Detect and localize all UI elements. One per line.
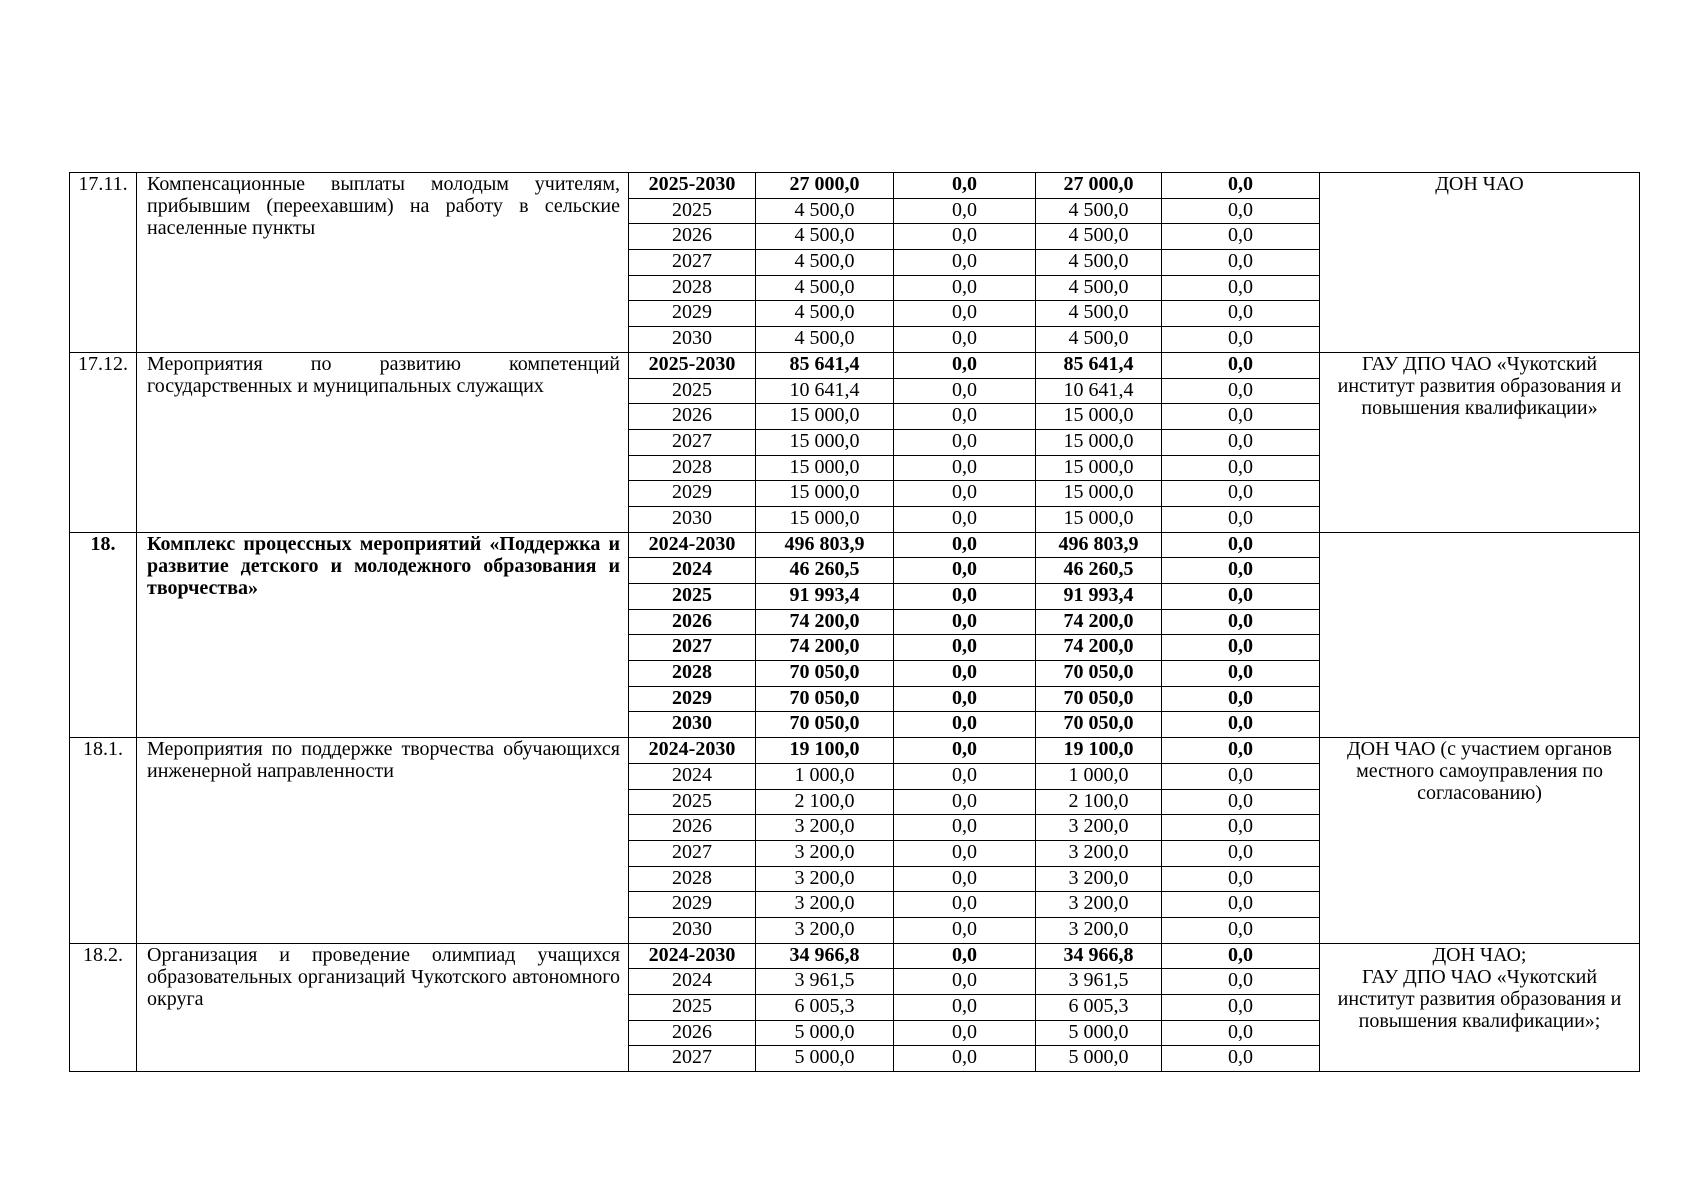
other-cell: 0,0 [1162, 1046, 1320, 1072]
regional-cell: 74 200,0 [1036, 609, 1162, 635]
federal-cell: 0,0 [894, 995, 1036, 1021]
other-cell: 0,0 [1162, 789, 1320, 815]
other-cell: 0,0 [1162, 429, 1320, 455]
other-cell: 0,0 [1162, 532, 1320, 558]
total-cell: 1 000,0 [756, 763, 894, 789]
federal-cell: 0,0 [894, 686, 1036, 712]
table-row [70, 352, 1640, 378]
other-cell: 0,0 [1162, 763, 1320, 789]
regional-cell: 3 200,0 [1036, 917, 1162, 943]
regional-cell: 85 641,4 [1036, 352, 1162, 378]
other-cell: 0,0 [1162, 661, 1320, 687]
item-number: 17.11. [70, 173, 137, 353]
period-cell: 2029 [629, 892, 756, 918]
regional-cell: 3 200,0 [1036, 892, 1162, 918]
total-cell: 3 200,0 [756, 840, 894, 866]
period-cell: 2025 [629, 789, 756, 815]
total-cell: 3 200,0 [756, 917, 894, 943]
federal-cell: 0,0 [894, 173, 1036, 199]
regional-cell: 4 500,0 [1036, 327, 1162, 353]
federal-cell: 0,0 [894, 969, 1036, 995]
regional-cell: 496 803,9 [1036, 532, 1162, 558]
total-cell: 3 200,0 [756, 815, 894, 841]
regional-cell: 15 000,0 [1036, 481, 1162, 507]
federal-cell: 0,0 [894, 789, 1036, 815]
federal-cell: 0,0 [894, 609, 1036, 635]
period-cell: 2028 [629, 275, 756, 301]
period-cell: 2025 [629, 995, 756, 1021]
item-description: Мероприятия по развитию компетенций государственных и муниципальных служащих [137, 352, 629, 532]
item-description: Мероприятия по поддержке творчества обучающихся инженерной направленности [137, 738, 629, 944]
period-cell: 2024-2030 [629, 943, 756, 969]
other-cell: 0,0 [1162, 224, 1320, 250]
regional-cell: 70 050,0 [1036, 661, 1162, 687]
other-cell: 0,0 [1162, 712, 1320, 738]
federal-cell: 0,0 [894, 378, 1036, 404]
period-cell: 2024 [629, 969, 756, 995]
regional-cell: 6 005,3 [1036, 995, 1162, 1021]
federal-cell: 0,0 [894, 763, 1036, 789]
total-cell: 15 000,0 [756, 506, 894, 532]
federal-cell: 0,0 [894, 327, 1036, 353]
total-cell: 74 200,0 [756, 609, 894, 635]
total-cell: 4 500,0 [756, 224, 894, 250]
responsible-executor: ДОН ЧАО; ГАУ ДПО ЧАО «Чукотский институт развития образования и повышения квалификации»; [1320, 943, 1640, 1071]
federal-cell: 0,0 [894, 506, 1036, 532]
regional-cell: 15 000,0 [1036, 404, 1162, 430]
total-cell: 6 005,3 [756, 995, 894, 1021]
total-cell: 5 000,0 [756, 1020, 894, 1046]
period-cell: 2030 [629, 712, 756, 738]
federal-cell: 0,0 [894, 943, 1036, 969]
responsible-executor: ДОН ЧАО [1320, 173, 1640, 353]
total-cell: 4 500,0 [756, 198, 894, 224]
period-cell: 2025 [629, 198, 756, 224]
federal-cell: 0,0 [894, 352, 1036, 378]
period-cell: 2027 [629, 1046, 756, 1072]
federal-cell: 0,0 [894, 250, 1036, 276]
period-cell: 2027 [629, 635, 756, 661]
total-cell: 15 000,0 [756, 429, 894, 455]
regional-cell: 3 200,0 [1036, 866, 1162, 892]
period-cell: 2027 [629, 840, 756, 866]
federal-cell: 0,0 [894, 429, 1036, 455]
federal-cell: 0,0 [894, 198, 1036, 224]
period-cell: 2028 [629, 866, 756, 892]
total-cell: 27 000,0 [756, 173, 894, 199]
other-cell: 0,0 [1162, 866, 1320, 892]
federal-cell: 0,0 [894, 1020, 1036, 1046]
regional-cell: 3 200,0 [1036, 815, 1162, 841]
total-cell: 4 500,0 [756, 327, 894, 353]
federal-cell: 0,0 [894, 712, 1036, 738]
regional-cell: 1 000,0 [1036, 763, 1162, 789]
federal-cell: 0,0 [894, 892, 1036, 918]
total-cell: 496 803,9 [756, 532, 894, 558]
responsible-executor: ГАУ ДПО ЧАО «Чукотский институт развития образования и повышения квалификации» [1320, 352, 1640, 532]
regional-cell: 3 200,0 [1036, 840, 1162, 866]
item-description: Компенсационные выплаты молодым учителям, прибывшим (переехавшим) на работу в сельские населенные пункты [137, 173, 629, 353]
period-cell: 2027 [629, 429, 756, 455]
federal-cell: 0,0 [894, 404, 1036, 430]
period-cell: 2026 [629, 1020, 756, 1046]
table-row [70, 173, 1640, 199]
regional-cell: 4 500,0 [1036, 250, 1162, 276]
federal-cell: 0,0 [894, 635, 1036, 661]
other-cell: 0,0 [1162, 892, 1320, 918]
total-cell: 3 961,5 [756, 969, 894, 995]
other-cell: 0,0 [1162, 738, 1320, 764]
period-cell: 2025-2030 [629, 352, 756, 378]
period-cell: 2029 [629, 481, 756, 507]
other-cell: 0,0 [1162, 301, 1320, 327]
item-description: Комплекс процессных мероприятий «Поддержка и развитие детского и молодежного образования и творчества» [137, 532, 629, 738]
regional-cell: 27 000,0 [1036, 173, 1162, 199]
other-cell: 0,0 [1162, 995, 1320, 1021]
item-number: 18.1. [70, 738, 137, 944]
total-cell: 15 000,0 [756, 481, 894, 507]
regional-cell: 5 000,0 [1036, 1020, 1162, 1046]
federal-cell: 0,0 [894, 275, 1036, 301]
regional-cell: 70 050,0 [1036, 712, 1162, 738]
regional-cell: 2 100,0 [1036, 789, 1162, 815]
regional-cell: 10 641,4 [1036, 378, 1162, 404]
period-cell: 2027 [629, 250, 756, 276]
federal-cell: 0,0 [894, 532, 1036, 558]
regional-cell: 74 200,0 [1036, 635, 1162, 661]
period-cell: 2025 [629, 378, 756, 404]
period-cell: 2029 [629, 686, 756, 712]
period-cell: 2025-2030 [629, 173, 756, 199]
budget-table [69, 172, 1640, 1072]
other-cell: 0,0 [1162, 327, 1320, 353]
period-cell: 2030 [629, 917, 756, 943]
period-cell: 2024-2030 [629, 738, 756, 764]
total-cell: 4 500,0 [756, 250, 894, 276]
total-cell: 70 050,0 [756, 712, 894, 738]
period-cell: 2026 [629, 224, 756, 250]
federal-cell: 0,0 [894, 1046, 1036, 1072]
item-number: 17.12. [70, 352, 137, 532]
total-cell: 74 200,0 [756, 635, 894, 661]
other-cell: 0,0 [1162, 917, 1320, 943]
period-cell: 2028 [629, 661, 756, 687]
other-cell: 0,0 [1162, 815, 1320, 841]
period-cell: 2030 [629, 506, 756, 532]
other-cell: 0,0 [1162, 584, 1320, 610]
total-cell: 10 641,4 [756, 378, 894, 404]
period-cell: 2030 [629, 327, 756, 353]
federal-cell: 0,0 [894, 815, 1036, 841]
other-cell: 0,0 [1162, 969, 1320, 995]
regional-cell: 4 500,0 [1036, 224, 1162, 250]
other-cell: 0,0 [1162, 840, 1320, 866]
federal-cell: 0,0 [894, 738, 1036, 764]
period-cell: 2024-2030 [629, 532, 756, 558]
regional-cell: 4 500,0 [1036, 275, 1162, 301]
regional-cell: 4 500,0 [1036, 198, 1162, 224]
total-cell: 5 000,0 [756, 1046, 894, 1072]
item-description: Организация и проведение олимпиад учащихся образовательных организаций Чукотского автономного округа [137, 943, 629, 1071]
period-cell: 2029 [629, 301, 756, 327]
other-cell: 0,0 [1162, 1020, 1320, 1046]
regional-cell: 3 961,5 [1036, 969, 1162, 995]
other-cell: 0,0 [1162, 404, 1320, 430]
period-cell: 2025 [629, 584, 756, 610]
table-row [70, 738, 1640, 764]
federal-cell: 0,0 [894, 584, 1036, 610]
other-cell: 0,0 [1162, 198, 1320, 224]
period-cell: 2026 [629, 609, 756, 635]
other-cell: 0,0 [1162, 506, 1320, 532]
regional-cell: 46 260,5 [1036, 558, 1162, 584]
other-cell: 0,0 [1162, 635, 1320, 661]
other-cell: 0,0 [1162, 609, 1320, 635]
other-cell: 0,0 [1162, 173, 1320, 199]
federal-cell: 0,0 [894, 481, 1036, 507]
period-cell: 2028 [629, 455, 756, 481]
responsible-executor: ДОН ЧАО (с участием органов местного самоуправления по согласованию) [1320, 738, 1640, 944]
other-cell: 0,0 [1162, 558, 1320, 584]
other-cell: 0,0 [1162, 481, 1320, 507]
other-cell: 0,0 [1162, 275, 1320, 301]
federal-cell: 0,0 [894, 224, 1036, 250]
federal-cell: 0,0 [894, 840, 1036, 866]
other-cell: 0,0 [1162, 352, 1320, 378]
regional-cell: 91 993,4 [1036, 584, 1162, 610]
item-number: 18. [70, 532, 137, 738]
regional-cell: 4 500,0 [1036, 301, 1162, 327]
regional-cell: 15 000,0 [1036, 506, 1162, 532]
other-cell: 0,0 [1162, 686, 1320, 712]
regional-cell: 15 000,0 [1036, 455, 1162, 481]
period-cell: 2024 [629, 558, 756, 584]
other-cell: 0,0 [1162, 378, 1320, 404]
federal-cell: 0,0 [894, 866, 1036, 892]
federal-cell: 0,0 [894, 917, 1036, 943]
federal-cell: 0,0 [894, 558, 1036, 584]
total-cell: 4 500,0 [756, 275, 894, 301]
total-cell: 70 050,0 [756, 661, 894, 687]
total-cell: 3 200,0 [756, 892, 894, 918]
federal-cell: 0,0 [894, 661, 1036, 687]
federal-cell: 0,0 [894, 455, 1036, 481]
total-cell: 19 100,0 [756, 738, 894, 764]
total-cell: 4 500,0 [756, 301, 894, 327]
regional-cell: 34 966,8 [1036, 943, 1162, 969]
item-number: 18.2. [70, 943, 137, 1071]
total-cell: 70 050,0 [756, 686, 894, 712]
total-cell: 34 966,8 [756, 943, 894, 969]
responsible-executor [1320, 532, 1640, 738]
regional-cell: 15 000,0 [1036, 429, 1162, 455]
period-cell: 2026 [629, 404, 756, 430]
other-cell: 0,0 [1162, 455, 1320, 481]
period-cell: 2026 [629, 815, 756, 841]
total-cell: 85 641,4 [756, 352, 894, 378]
table-body [70, 173, 1640, 1072]
table-row [70, 532, 1640, 558]
regional-cell: 5 000,0 [1036, 1046, 1162, 1072]
federal-cell: 0,0 [894, 301, 1036, 327]
regional-cell: 70 050,0 [1036, 686, 1162, 712]
total-cell: 91 993,4 [756, 584, 894, 610]
total-cell: 15 000,0 [756, 404, 894, 430]
other-cell: 0,0 [1162, 943, 1320, 969]
other-cell: 0,0 [1162, 250, 1320, 276]
total-cell: 15 000,0 [756, 455, 894, 481]
table-row [70, 943, 1640, 969]
total-cell: 46 260,5 [756, 558, 894, 584]
regional-cell: 19 100,0 [1036, 738, 1162, 764]
total-cell: 3 200,0 [756, 866, 894, 892]
period-cell: 2024 [629, 763, 756, 789]
total-cell: 2 100,0 [756, 789, 894, 815]
